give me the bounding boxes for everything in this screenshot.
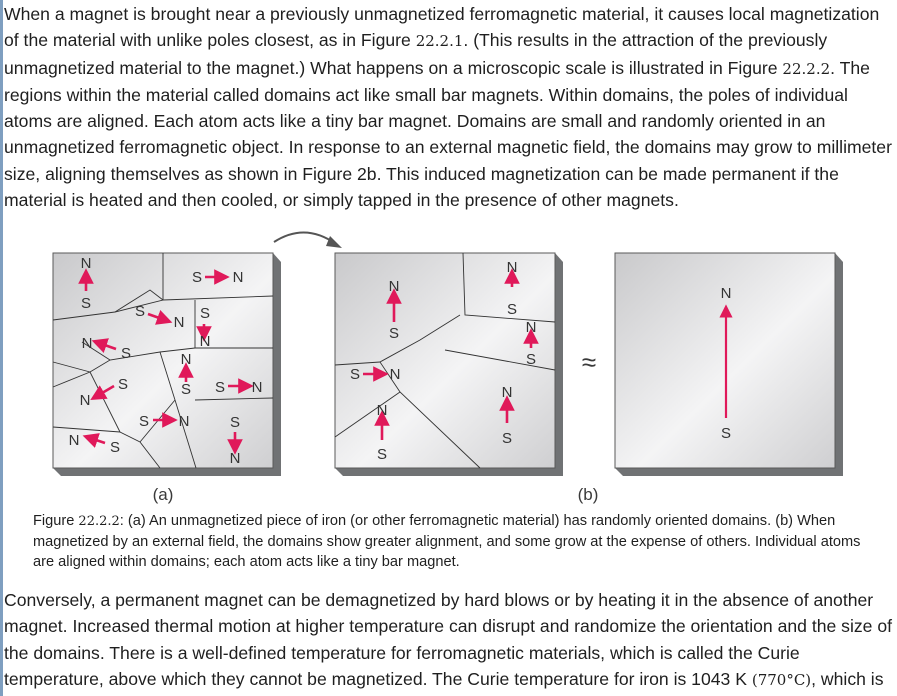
caption-prefix: Figure [33,513,79,529]
pole-n: N [229,450,241,467]
pole-s: S [191,269,203,286]
inline-math: (770°C) [751,670,812,689]
pole-s: S [506,301,518,318]
figure-reference: 22.2.2 [782,59,831,78]
paragraph-text: , which is [811,668,884,689]
pole-n: N [180,351,192,368]
pole-s: S [376,446,388,463]
pole-n: N [501,384,513,401]
transition-arrow-head [326,236,342,248]
paragraph-text: When a magnet is brought near a previously unmagnetized ferromagnetic material, it causes local magnetization of the material with unlike poles closest, as in Figure [4,4,880,51]
pole-n: N [388,278,400,295]
paragraph-text: . The regions within the material called domains act like small bar magnets. Within domains, the poles of individual atoms are aligned. Each atom acts like a tiny bar magnet. Domains are small and randomly oriented in an unmagnetized ferromagnetic object. In response to an external magnetic field, the domains may grow to millimeter size, aligning themselves as shown in Figure 2b. This induced magnetization can be made permanent if the material is heated and then cooled, or simply tapped in the presence of other magnets. [4,57,892,211]
panel-b-face [335,253,555,468]
intro-paragraph [4,1,894,213]
pole-s: S [117,376,129,393]
pole-n: N [178,413,190,430]
pole-s: S [199,305,211,322]
pole-n: N [79,392,91,409]
figure-caption [33,511,883,572]
caption-text: : (a) An unmagnetized piece of iron (or other ferromagnetic material) has randomly oriented domains. (b) When magnetized by an external field, the domains show greater alignment, and some grow at the expense of others. Individual atoms are aligned within domains; each atom acts like a tiny bar magnet. [33,513,861,570]
domain-figure [0,222,897,512]
pole-s: S [229,414,241,431]
label-a: (a) [152,485,174,504]
pole-s: S [214,379,226,396]
pole-s: S [138,413,150,430]
pole-n: N [376,402,388,419]
pole-s: S [349,366,361,383]
pole-s: S [388,325,400,342]
pole-n: N [506,259,518,276]
pole-n: N [251,379,263,396]
pole-n: N [80,255,92,272]
transition-curve-arrow [274,232,336,244]
pole-n: N [525,319,537,336]
pole-n: N [68,432,80,449]
pole-s: S [720,425,732,442]
pole-n: N [173,314,185,331]
pole-s: S [80,295,92,312]
paragraph-text: Conversely, a permanent magnet can be demagnetized by hard blows or by heating it in the absence of another magnet. Increased thermal motion at higher temperature can disrupt and randomize the orientation and the size of the domains. There is a well-defined temperature for ferromagnetic materials, which is called the Curie temperature, above which they cannot be magnetized. The Curie temperature for iron is 1043 K [4,590,893,689]
pole-n: N [389,366,401,383]
pole-n: N [720,285,732,302]
curie-paragraph [4,587,894,693]
pole-n: N [232,269,244,286]
label-b: (b) [577,485,599,504]
pole-s: S [180,381,192,398]
approx-symbol: ≈ [581,347,597,377]
paragraph-text: . (This results in the attraction of the previously unmagnetized material to the magnet.) What happens on a microscopic scale is illustrated in Figure [4,30,828,78]
pole-s: S [501,430,513,447]
pole-n: N [199,333,211,350]
pole-s: S [120,345,132,362]
figure-reference: 22.2.1 [415,32,464,51]
caption-figure-number: 22.2.2 [78,514,120,529]
pole-n: N [81,335,93,352]
pole-s: S [525,351,537,368]
pole-s: S [109,439,121,456]
pole-s: S [134,303,146,320]
